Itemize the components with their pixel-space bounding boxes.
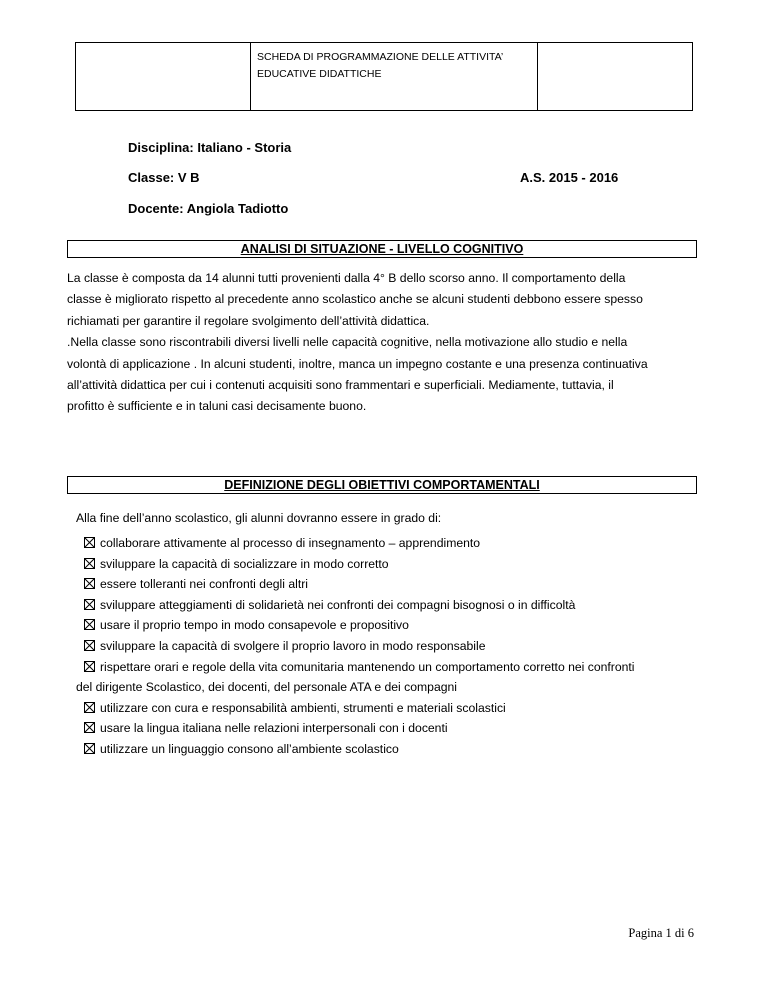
list-item: utilizzare un linguaggio consono all’ambiente scolastico	[84, 739, 704, 760]
anno-scolastico: A.S. 2015 - 2016	[520, 170, 619, 185]
analisi-line: La classe è composta da 14 alunni tutti provenienti dalla 4° B dello scorso anno. Il comportamento della	[67, 271, 626, 285]
checked-checkbox-icon[interactable]	[84, 743, 95, 754]
header-title-line2: EDUCATIVE DIDATTICHE	[257, 68, 382, 80]
disciplina-line: Disciplina: Italiano - Storia	[128, 140, 292, 155]
obiettivi-list	[76, 533, 704, 760]
classe-line: Classe: V B	[128, 170, 200, 185]
analisi-line: all’attività didattica per cui i contenuti acquisiti sono frammentari e superficiali. Mediamente, tuttavia, il	[67, 378, 614, 393]
checked-checkbox-icon[interactable]	[84, 578, 95, 589]
analisi-line: richiamati per garantire il regolare svolgimento dell’attività didattica.	[67, 313, 430, 328]
checked-checkbox-icon[interactable]	[84, 661, 95, 672]
analisi-paragraph	[67, 268, 707, 418]
list-item: collaborare attivamente al processo di insegnamento – apprendimento	[84, 533, 704, 554]
header-cell-left	[76, 43, 251, 110]
list-item: sviluppare la capacità di socializzare in modo corretto	[84, 554, 704, 575]
checked-checkbox-icon[interactable]	[84, 558, 95, 569]
analisi-line: volontà di applicazione . In alcuni studenti, inoltre, manca un impegno costante e una presenza continuativa	[67, 356, 648, 371]
analisi-line: .Nella classe sono riscontrabili diversi livelli nelle capacità cognitive, nella motivazione allo studio e nella	[67, 335, 628, 350]
analisi-line: profitto è sufficiente e in taluni casi decisamente buono.	[67, 399, 367, 414]
list-item: essere tolleranti nei confronti degli altri	[84, 574, 704, 595]
checked-checkbox-icon[interactable]	[84, 599, 95, 610]
list-item: utilizzare con cura e responsabilità ambienti, strumenti e materiali scolastici	[84, 698, 704, 719]
list-item: usare la lingua italiana nelle relazioni interpersonali con i docenti	[84, 718, 704, 739]
list-item: usare il proprio tempo in modo consapevole e propositivo	[84, 615, 704, 636]
header-cell-right	[538, 43, 692, 110]
header-title	[251, 43, 538, 110]
list-item: sviluppare atteggiamenti di solidarietà nei confronti dei compagni bisognosi o in difficoltà	[84, 595, 704, 616]
obiettivi-intro: Alla fine dell’anno scolastico, gli alunni dovranno essere in grado di:	[76, 511, 442, 525]
header-title-line1: SCHEDA DI PROGRAMMAZIONE DELLE ATTIVITA’	[257, 51, 504, 63]
analisi-line: classe è migliorato rispetto al precedente anno scolastico anche se alcuni studenti debbono essere spesso	[67, 292, 643, 307]
list-item-continuation: del dirigente Scolastico, dei docenti, del personale ATA e dei compagni	[76, 680, 457, 695]
checked-checkbox-icon[interactable]	[84, 702, 95, 713]
checked-checkbox-icon[interactable]	[84, 619, 95, 630]
list-item: rispettare orari e regole della vita comunitaria mantenendo un comportamento corretto nei confronti	[84, 657, 704, 678]
section-obiettivi-title: DEFINIZIONE DEGLI OBIETTIVI COMPORTAMENTALI	[67, 476, 697, 494]
checked-checkbox-icon[interactable]	[84, 640, 95, 651]
section-analisi-title: ANALISI DI SITUAZIONE - LIVELLO COGNITIVO	[67, 240, 697, 258]
checked-checkbox-icon[interactable]	[84, 722, 95, 733]
checked-checkbox-icon[interactable]	[84, 537, 95, 548]
docente-line: Docente: Angiola Tadiotto	[128, 201, 289, 216]
header-table	[75, 42, 693, 111]
list-item: sviluppare la capacità di svolgere il proprio lavoro in modo responsabile	[84, 636, 704, 657]
page-number: Pagina 1 di 6	[628, 926, 694, 940]
